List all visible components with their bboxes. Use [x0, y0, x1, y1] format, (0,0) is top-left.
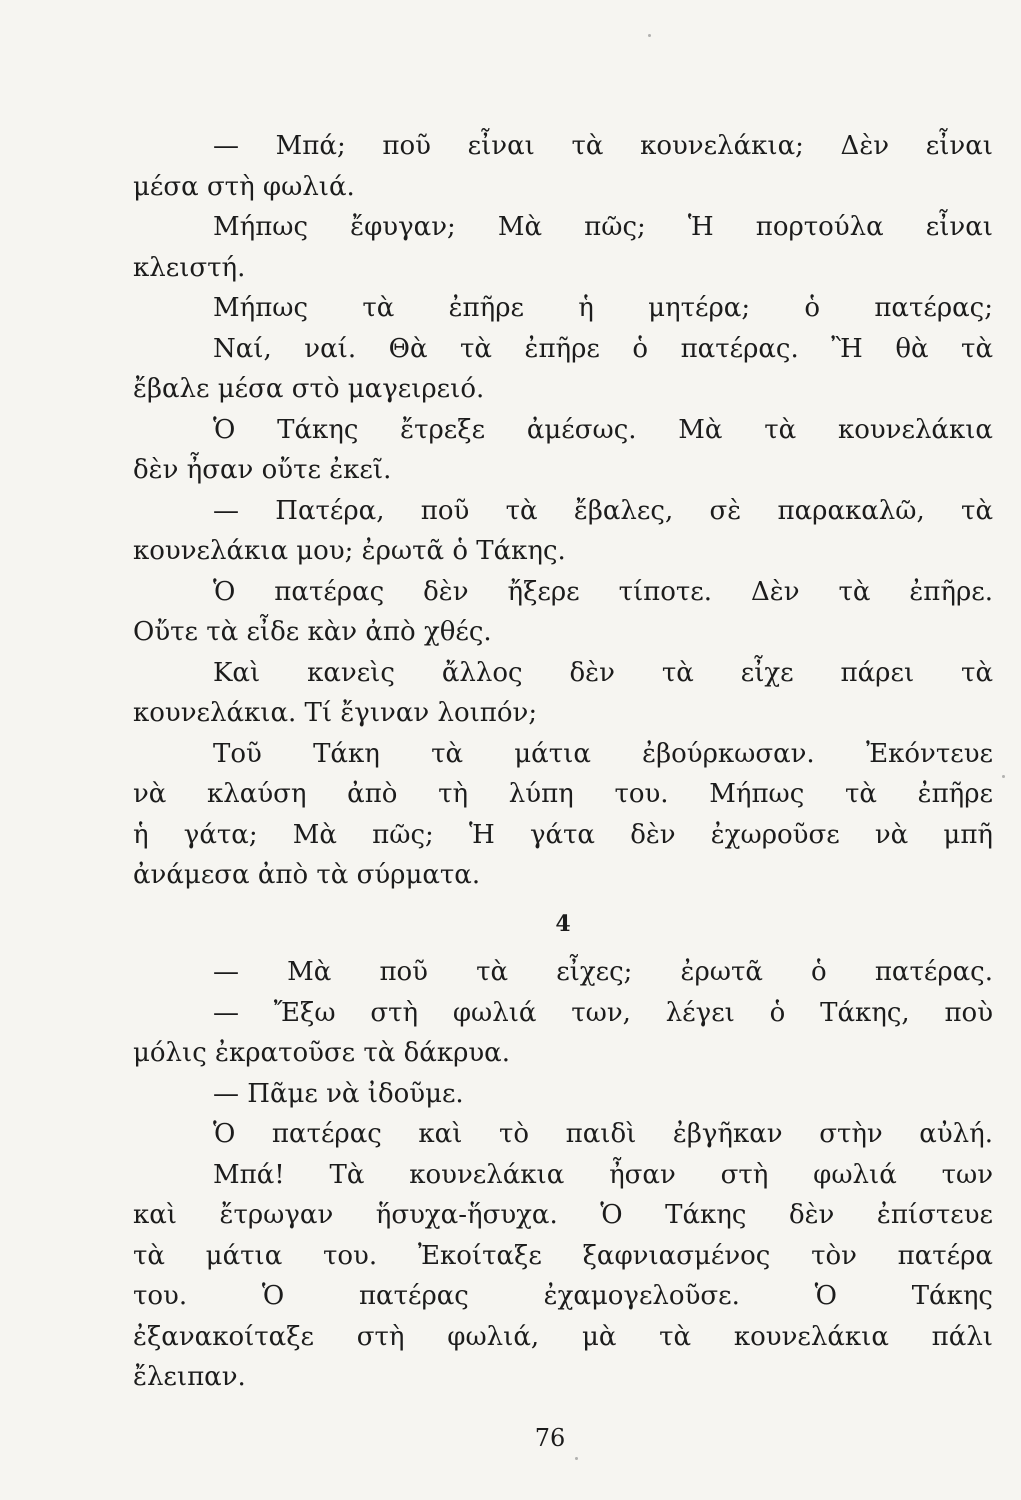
- text-line: Μήπως ἔφυγαν; Μὰ πῶς; Ἡ πορτούλα εἶναι: [213, 212, 993, 242]
- text-line: ἔλειπαν.: [133, 1362, 246, 1392]
- text-line: του. Ὁ πατέρας ἐχαμογελοῦσε. Ὁ Τάκης: [133, 1281, 993, 1311]
- text-line: Ναί, ναί. Θὰ τὰ ἐπῆρε ὁ πατέρας. Ἢ θὰ τὰ: [213, 333, 993, 364]
- text-line: ἡ γάτα; Μὰ πῶς; Ἡ γάτα δὲν ἐχωροῦσε νὰ μπῆ: [133, 819, 993, 850]
- text-line: κουνελάκια. Τί ἔγιναν λοιπόν;: [133, 698, 538, 728]
- text-line: Τοῦ Τάκη τὰ μάτια ἐβούρκωσαν. Ἐκόντευε: [213, 738, 993, 769]
- text-line: μέσα στὴ φωλιά.: [133, 171, 355, 202]
- text-line: τὰ μάτια του. Ἐκοίταξε ξαφνιασμένος τὸν πατέρα: [133, 1240, 993, 1271]
- text-line: — Μπά; ποῦ εἶναι τὰ κουνελάκια; Δὲν εἶναι: [213, 131, 993, 161]
- text-line: μόλις ἐκρατοῦσε τὰ δάκρυα.: [133, 1038, 510, 1068]
- scan-speck: [1002, 775, 1005, 778]
- text-line: καὶ ἔτρωγαν ἥσυχα-ἥσυχα. Ὁ Τάκης δὲν ἐπίστευε: [133, 1200, 993, 1230]
- text-line: — Μὰ ποῦ τὰ εἶχες; ἐρωτᾶ ὁ πατέρας.: [213, 957, 993, 987]
- scan-speck: [648, 34, 651, 37]
- text-line: Οὔτε τὰ εἶδε κὰν ἀπὸ χθές.: [133, 617, 492, 647]
- text-line: κουνελάκια μου; ἐρωτᾶ ὁ Τάκης.: [133, 536, 566, 566]
- text-line: ἀνάμεσα ἀπὸ τὰ σύρματα.: [133, 860, 481, 890]
- text-line: ἐξανακοίταξε στὴ φωλιά, μὰ τὰ κουνελάκια πάλι: [133, 1321, 993, 1352]
- scan-speck: [575, 1457, 578, 1460]
- text-line: νὰ κλαύση ἀπὸ τὴ λύπη του. Μήπως τὰ ἐπῆρε: [133, 779, 993, 809]
- text-line: δὲν ἦσαν οὔτε ἐκεῖ.: [133, 455, 392, 485]
- text-line: Ὁ πατέρας καὶ τὸ παιδὶ ἐβγῆκαν στὴν αὐλή.: [213, 1119, 993, 1149]
- section-number: 4: [555, 910, 571, 937]
- text-line: — Πᾶμε νὰ ἰδοῦμε.: [213, 1078, 464, 1109]
- text-line: — Ἔξω στὴ φωλιά των, λέγει ὁ Τάκης, ποὺ: [213, 997, 993, 1028]
- text-line: Μήπως τὰ ἐπῆρε ἡ μητέρα; ὁ πατέρας;: [213, 293, 993, 323]
- text-line: Καὶ κανεὶς ἄλλος δὲν τὰ εἶχε πάρει τὰ: [213, 657, 993, 688]
- page-number: 76: [534, 1424, 566, 1452]
- text-line: κλειστή.: [133, 252, 246, 283]
- text-line: Ὁ Τάκης ἔτρεξε ἀμέσως. Μὰ τὰ κουνελάκια: [213, 414, 993, 445]
- body-text: [133, 126, 993, 1398]
- text-line: ἔβαλε μέσα στὸ μαγειρειό.: [133, 374, 485, 404]
- text-line: — Πατέρα, ποῦ τὰ ἔβαλες, σὲ παρακαλῶ, τὰ: [213, 495, 993, 526]
- text-line: Ὁ πατέρας δὲν ἤξερε τίποτε. Δὲν τὰ ἐπῆρε.: [213, 576, 993, 607]
- text-line: Μπά! Τὰ κουνελάκια ἦσαν στὴ φωλιά των: [213, 1159, 993, 1190]
